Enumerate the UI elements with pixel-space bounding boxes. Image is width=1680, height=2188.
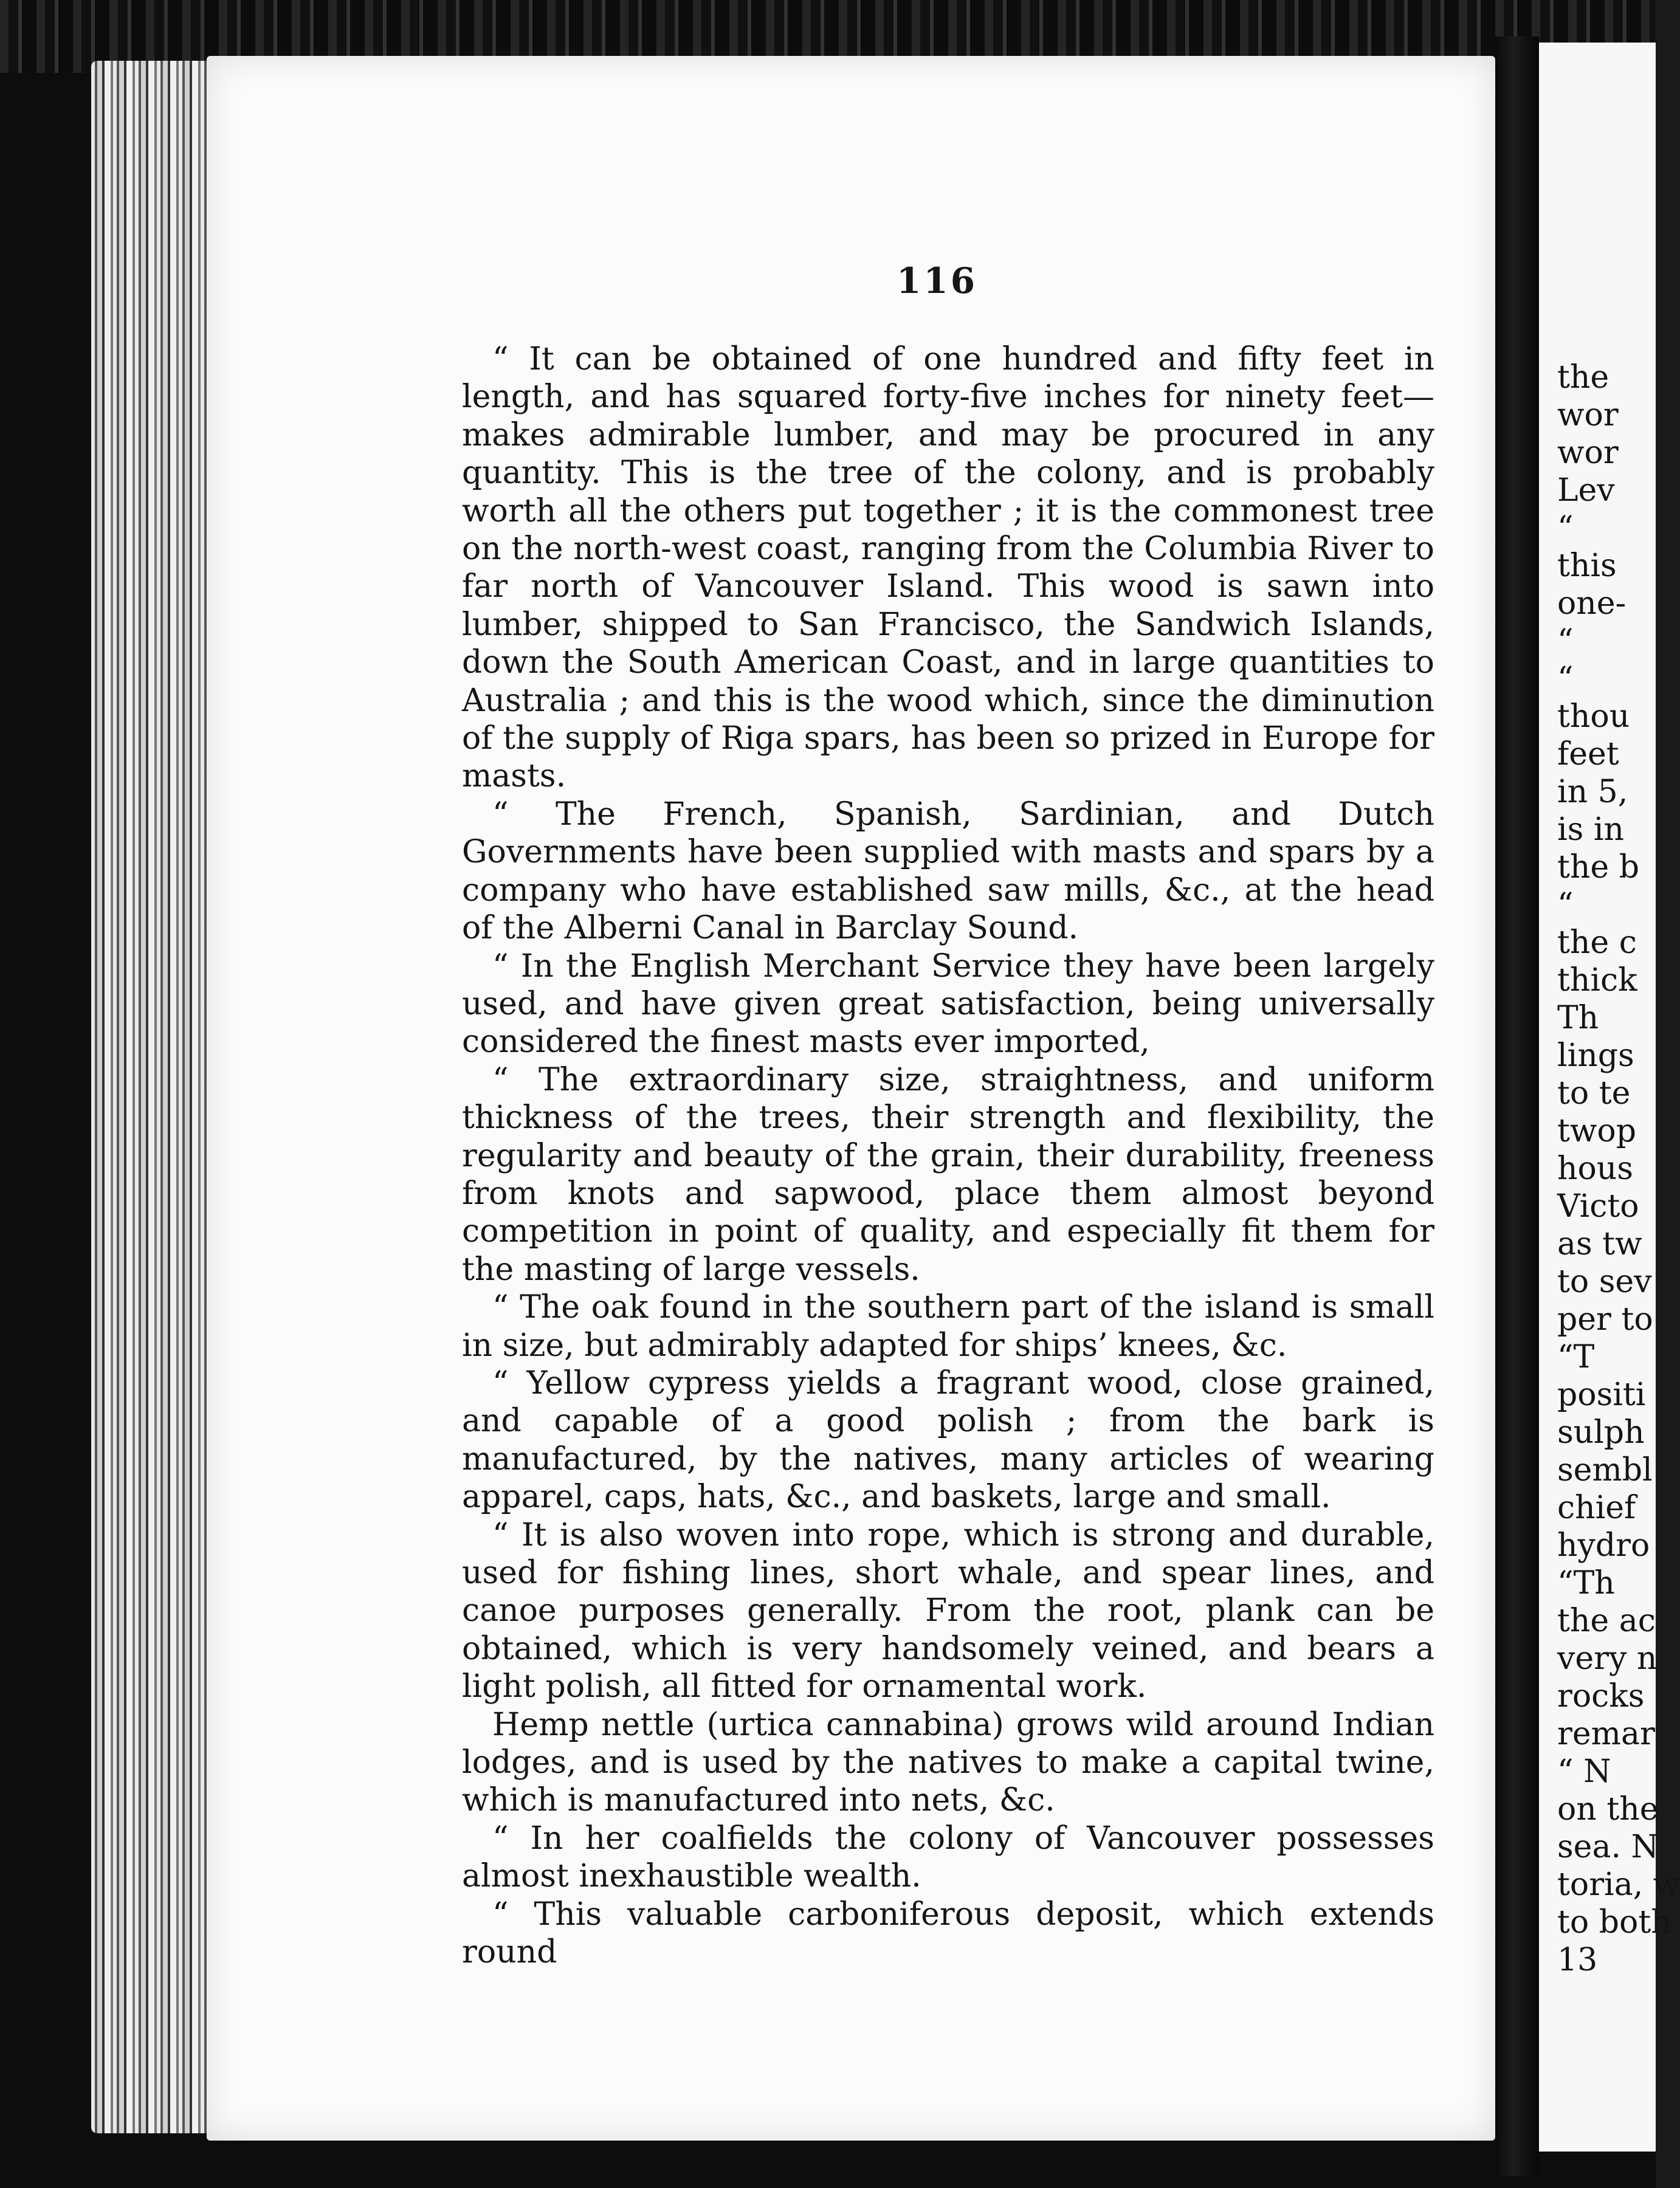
facing-page-line: sea. N: [1557, 1829, 1659, 1865]
facing-page-line: per to: [1557, 1301, 1653, 1338]
facing-page-line: Lev: [1557, 472, 1615, 509]
facing-page-line: the b: [1557, 849, 1639, 886]
facing-page-line: “: [1557, 661, 1574, 697]
facing-page-line: to sev: [1557, 1264, 1652, 1300]
paragraph: “ The oak found in the southern part of the island is small in size, but admirably adapted for ships’ knees, &c.: [462, 1289, 1434, 1364]
facing-page-line: hous: [1557, 1151, 1633, 1187]
facing-page-line: remar: [1557, 1716, 1655, 1752]
facing-page-line: thick: [1557, 962, 1637, 999]
facing-page-line: the c: [1557, 924, 1637, 961]
facing-page-line: “: [1557, 887, 1574, 923]
facing-page-line: positi: [1557, 1377, 1646, 1413]
facing-page-line: sembl: [1557, 1452, 1653, 1488]
facing-page-line: to te: [1557, 1075, 1631, 1112]
facing-page-line: Th: [1557, 1000, 1599, 1036]
book-gutter: [1495, 36, 1539, 2176]
body-text: [462, 340, 1434, 1971]
facing-page-line: in 5,: [1557, 774, 1628, 810]
facing-page-line: “: [1557, 510, 1574, 546]
paragraph: “ This valuable carboniferous deposit, which extends round: [462, 1896, 1434, 1971]
facing-page-line: is in: [1557, 811, 1624, 848]
facing-page-line: thou: [1557, 698, 1630, 735]
facing-page-line: sulph: [1557, 1414, 1645, 1451]
book-page-edges: [91, 61, 225, 2133]
facing-page-line: one-: [1557, 585, 1627, 622]
facing-page-line: hydro: [1557, 1527, 1650, 1564]
facing-page-line: Victo: [1557, 1188, 1639, 1225]
facing-page-line: the ac: [1557, 1603, 1656, 1639]
facing-page-line: “Th: [1557, 1565, 1615, 1601]
facing-page-line: rocks: [1557, 1678, 1645, 1715]
facing-page-line: very n: [1557, 1640, 1658, 1677]
page-number: 116: [897, 260, 978, 301]
facing-page-line: on the: [1557, 1791, 1659, 1828]
facing-page-line: the: [1557, 359, 1609, 396]
facing-page-line: as tw: [1557, 1226, 1642, 1262]
facing-page-line: “: [1557, 623, 1574, 659]
facing-page-line: wor: [1557, 435, 1619, 471]
facing-page-line: lings: [1557, 1037, 1634, 1074]
facing-page-line: feet: [1557, 736, 1619, 772]
paragraph: “ In her coalfields the colony of Vancouver possesses almost inexhaustible wealth.: [462, 1820, 1434, 1895]
paragraph: “ Yellow cypress yields a fragrant wood, close grained, and capable of a good polish ; from the bark is manufactured, by the natives, many articles of wearing apparel, caps, hats, &c., and baskets, large and small.: [462, 1364, 1434, 1516]
paragraph: “ It is also woven into rope, which is strong and durable, used for fishing lines, short whale, and spear lines, and canoe purposes generally. From the root, plank can be obtained, which is very handsomely veined, and bears a light polish, all fitted for ornamental work.: [462, 1516, 1434, 1705]
paragraph: “ The extraordinary size, straightness, and uniform thickness of the trees, their strength and flexibility, the regularity and beauty of the grain, their durability, freeness from knots and sapwood, place them almost beyond competition in point of quality, and especially fit them for the masting of large vessels.: [462, 1061, 1434, 1288]
facing-page-line: wor: [1557, 397, 1619, 433]
facing-page-line: “ N: [1557, 1753, 1611, 1790]
paragraph: “ It can be obtained of one hundred and fifty feet in length, and has squared forty-five inches for ninety feet—makes admirable lumber, and may be procured in any quantity. This is the tree of the colony, and is probably worth all the others put together ; it is the commonest tree on the north-west coast, ranging from the Columbia River to far north of Vancouver Island. This wood is sawn into lumber, shipped to San Francisco, the Sandwich Islands, down the South American Coast, and in large quantities to Australia ; and this is the wood which, since the diminution of the supply of Riga spars, has been so prized in Europe for masts.: [462, 341, 1434, 795]
facing-page-line: this: [1557, 548, 1617, 584]
facing-page-line: 13: [1557, 1942, 1598, 1978]
facing-page-line: chief: [1557, 1490, 1636, 1526]
facing-page-line: twop: [1557, 1113, 1636, 1149]
facing-page-fragment: [1539, 43, 1680, 2152]
facing-page-line: to both: [1557, 1904, 1671, 1941]
paragraph: “ The French, Spanish, Sardinian, and Dutch Governments have been supplied with masts and spars by a company who have established saw mills, &c., at the head of the Alberni Canal in Barclay Sound.: [462, 796, 1434, 947]
facing-page-line: “T: [1557, 1339, 1595, 1375]
paragraph: Hemp nettle (urtica cannabina) grows wild around Indian lodges, and is used by the natives to make a capital twine, which is manufactured into nets, &c.: [462, 1706, 1434, 1819]
facing-page-line: toria, w: [1557, 1866, 1680, 1903]
paragraph: “ In the English Merchant Service they have been largely used, and have given great satisfaction, being universally considered the finest masts ever imported,: [462, 948, 1434, 1061]
